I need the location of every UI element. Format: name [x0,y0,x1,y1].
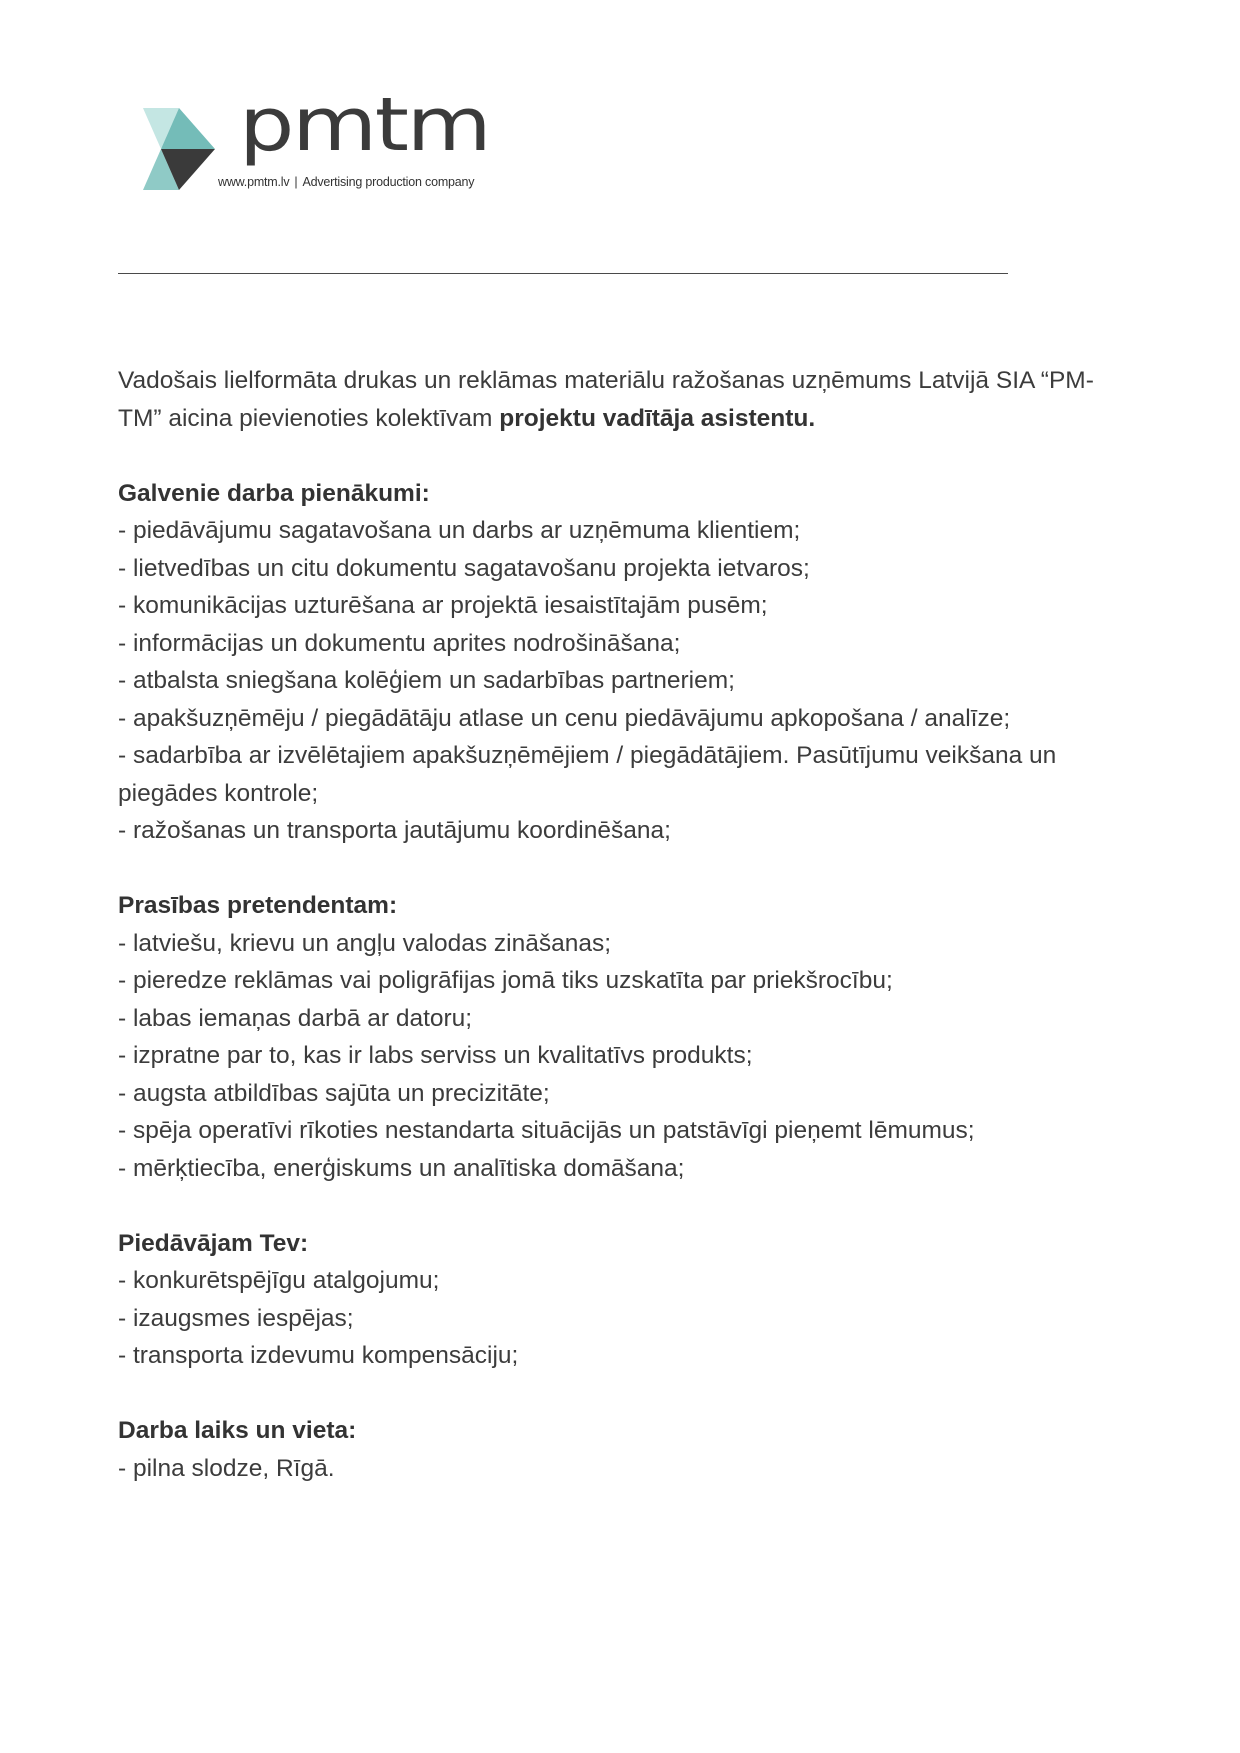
logo-tagline [218,175,474,189]
list-item: - latviešu, krievu un angļu valodas zināšanas; [118,929,612,957]
section-title: Galvenie darba pienākumi: [118,479,430,507]
intro-highlight: projektu vadītāja asistentu. [499,404,816,432]
section-title: Piedāvājam Tev: [118,1229,309,1257]
pmtm-logo-icon [143,108,215,190]
section-list [118,1262,1128,1375]
section-prasibas-pretendentam [118,887,1128,1187]
header-divider [118,273,1008,274]
list-item: - konkurētspējīgu atalgojumu; [118,1267,440,1294]
list-item: - komunikācijas uzturēšana ar projektā iesaistītajām pusēm; [118,592,768,619]
section-title: Darba laiks un vieta: [118,1417,357,1444]
intro-paragraph [118,362,1128,437]
list-item: - piedāvājumu sagatavošana un darbs ar uzņēmuma klientiem; [118,517,801,544]
list-item: - izpratne par to, kas ir labs serviss un kvalitatīvs produkts; [118,1042,753,1069]
sections-container [118,475,1128,1488]
list-item: - mērķtiecība, enerģiskums un analītiska domāšana; [118,1154,685,1182]
logo-wordmark: pmtm [239,82,490,168]
list-item: - sadarbība ar izvēlētajiem apakšuzņēmējiem / piegādātājiem. Pasūtījumu veikšana un piegādes kontrole; [118,742,1057,807]
section-darba-laiks-un-vieta [118,1412,1128,1487]
section-list [118,1450,1128,1488]
section-piedavajam-tev [118,1225,1128,1375]
logo-url: www.pmtm.lv [218,175,290,189]
section-galvenie-darba-pienakumi [118,475,1128,850]
section-title: Prasības pretendentam: [118,892,398,919]
list-item: - izaugsmes iespējas; [118,1304,354,1332]
section-list [118,925,1128,1188]
intro-text: Vadošais lielformāta drukas un reklāmas materiālu ražošanas uzņēmums Latvijā SIA “PM-TM” aicina pievienoties kolektīvam [118,367,1094,432]
list-item: - lietvedības un citu dokumentu sagatavošanu projekta ietvaros; [118,554,810,582]
list-item: - pieredze reklāmas vai poligrāfijas jomā tiks uzskatīta par priekšrocību; [118,967,893,994]
section-list [118,512,1128,850]
list-item: - augsta atbildības sajūta un precizitāte; [118,1079,550,1107]
list-item: - apakšuzņēmēju / piegādātāju atlase un cenu piedāvājumu apkopošana / analīze; [118,704,1011,732]
list-item: - transporta izdevumu kompensāciju; [118,1342,519,1369]
job-ad-body [118,362,1128,1525]
logo-separator: | [294,175,298,189]
list-item: - informācijas un dokumentu aprites nodrošināšana; [118,629,681,657]
logo-tagline-text: Advertising production company [302,175,475,189]
list-item: - pilna slodze, Rīgā. [118,1454,335,1482]
list-item: - atbalsta sniegšana kolēģiem un sadarbības partneriem; [118,667,735,694]
company-logo [143,82,543,200]
list-item: - spēja operatīvi rīkoties nestandarta situācijās un patstāvīgi pieņemt lēmumus; [118,1117,975,1144]
list-item: - ražošanas un transporta jautājumu koordinēšana; [118,817,671,844]
list-item: - labas iemaņas darbā ar datoru; [118,1004,473,1032]
